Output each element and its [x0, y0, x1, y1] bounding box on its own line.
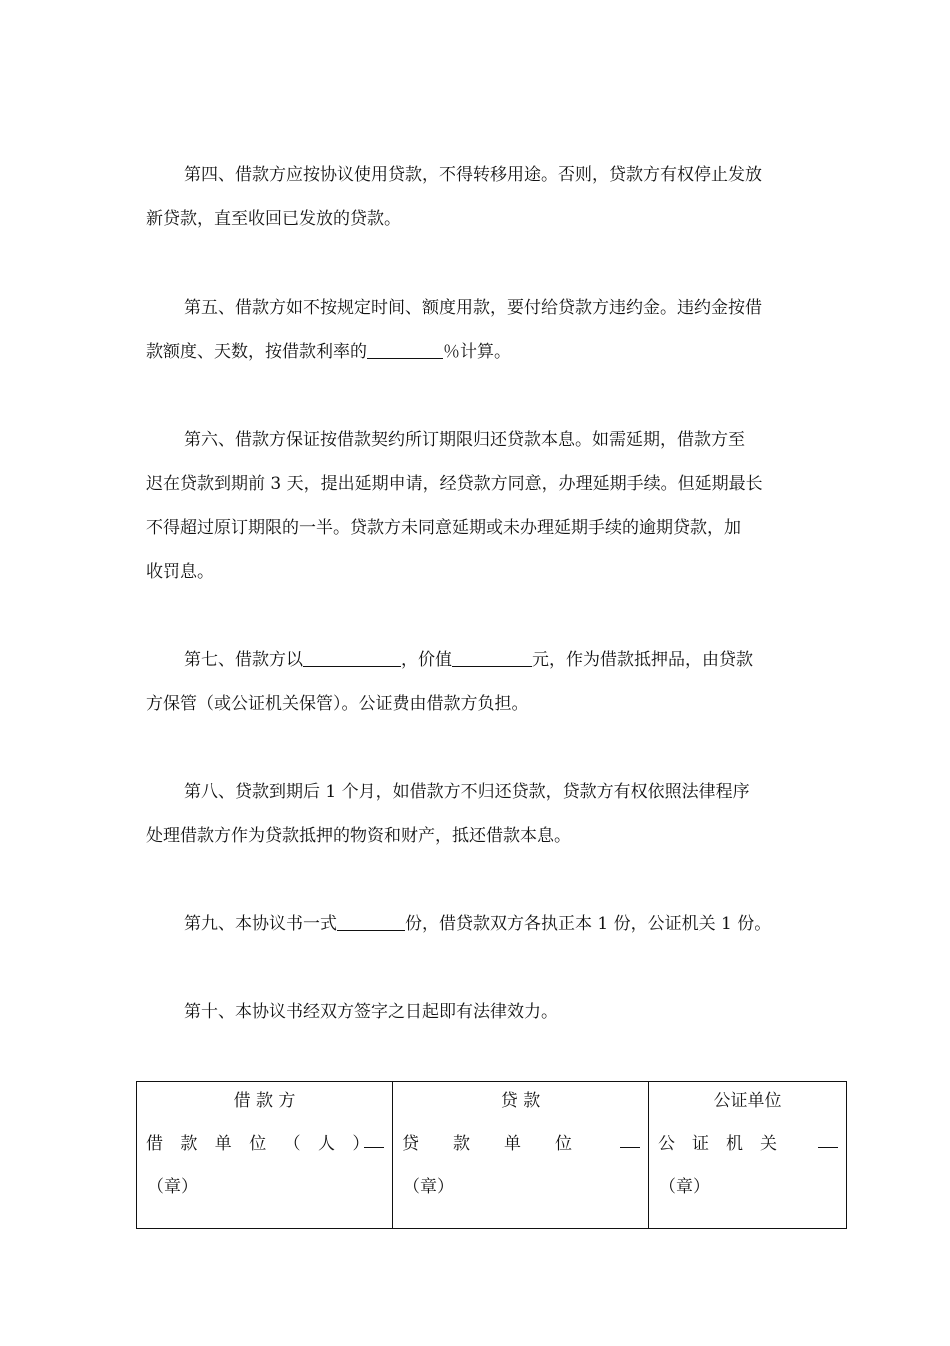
borrower-field-label: 借 款 单 位 （ 人 ）	[146, 1134, 376, 1154]
collateral-value-blank[interactable]	[452, 649, 532, 667]
lender-seal: （章）	[403, 1177, 454, 1197]
lender-field-label: 贷 款 单 位	[402, 1134, 572, 1154]
clause-4-line-2: 新贷款，直至收回已发放的贷款。	[146, 209, 401, 229]
clause-9-text-b: 份，借贷款双方各执正本 1 份，公证机关 1 份。	[405, 914, 772, 934]
clause-7-line-2: 方保管（或公证机关保管）。公证费由借款方负担。	[146, 694, 529, 714]
interest-rate-blank[interactable]	[367, 341, 443, 359]
collateral-blank[interactable]	[303, 649, 401, 667]
copies-count-blank[interactable]	[337, 913, 405, 931]
lender-signature-blank[interactable]	[620, 1129, 640, 1148]
lender-field	[402, 1129, 640, 1154]
clause-5-text-b: ％计算。	[443, 342, 511, 362]
clause-7-line-1	[184, 645, 753, 670]
clause-7-text-b: ，价值	[401, 650, 452, 670]
clause-8-line-2: 处理借款方作为贷款抵押的物资和财产，抵还借款本息。	[146, 826, 571, 846]
borrower-field	[146, 1129, 384, 1154]
clause-10-line-1: 第十、本协议书经双方签字之日起即有法律效力。	[184, 1002, 558, 1022]
clause-5-line-1: 第五、借款方如不按规定时间、额度用款，要付给贷款方违约金。违约金按借	[184, 298, 762, 318]
notary-field	[658, 1129, 838, 1154]
borrower-signature-blank[interactable]	[364, 1129, 384, 1148]
clause-7-text-c: 元，作为借款抵押品，由贷款	[532, 650, 753, 670]
clause-6-line-2: 迟在贷款到期前 3 天，提出延期申请，经贷款方同意，办理延期手续。但延期最长	[146, 474, 763, 494]
notary-seal: （章）	[659, 1177, 710, 1197]
clause-5-line-2	[146, 337, 511, 362]
notary-signature-blank[interactable]	[818, 1129, 838, 1148]
notary-field-label: 公 证 机 关	[658, 1134, 777, 1154]
clause-8-line-1: 第八、贷款到期后 1 个月，如借款方不归还贷款，贷款方有权依照法律程序	[184, 782, 750, 802]
lender-title: 贷 款	[500, 1091, 541, 1111]
borrower-seal: （章）	[147, 1177, 198, 1197]
notary-cell	[649, 1082, 847, 1229]
borrower-title: 借 款 方	[233, 1091, 296, 1111]
clause-9-line-1	[184, 909, 771, 934]
clause-6-line-4: 收罚息。	[146, 562, 214, 582]
notary-title: 公证单位	[713, 1091, 782, 1111]
clause-7-text-a: 第七、借款方以	[184, 650, 303, 670]
clause-9-text-a: 第九、本协议书一式	[184, 914, 337, 934]
signature-table	[136, 1081, 847, 1229]
clause-6-line-1: 第六、借款方保证按借款契约所订期限归还贷款本息。如需延期，借款方至	[184, 430, 745, 450]
clause-6-line-3: 不得超过原订期限的一半。贷款方未同意延期或未办理延期手续的逾期贷款，加	[146, 518, 741, 538]
clause-5-text-a: 款额度、天数，按借款利率的	[146, 342, 367, 362]
lender-cell	[393, 1082, 649, 1229]
clause-4-line-1: 第四、借款方应按协议使用贷款，不得转移用途。否则，贷款方有权停止发放	[184, 165, 762, 185]
borrower-cell	[137, 1082, 393, 1229]
